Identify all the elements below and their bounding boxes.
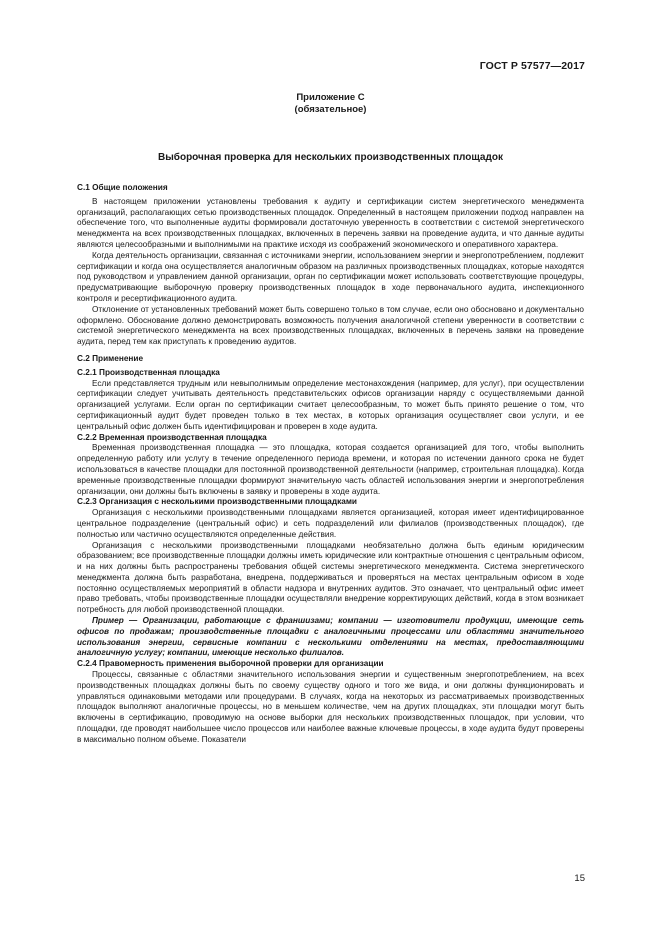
appendix-heading bbox=[0, 92, 661, 116]
paragraph: Отклонение от установленных требований может быть совершено только в том случае, если оно обосновано и документально оформлено. Обоснование должно демонстрировать возможность получения аналогичной степени уверенности в соответствии с системой энергетического менеджмента на всех производственных площадках, включенных в перечень заявки на проведение аудита, перед тем как приступать к проведению аудитов. bbox=[77, 304, 584, 347]
page-number: 15 bbox=[574, 873, 585, 884]
appendix-label: Приложение С bbox=[296, 92, 365, 103]
paragraph: Процессы, связанные с областями значительного использования энергии и существенным энергопотреблением, на всех производственных площадках должны быть по своему существу одного и того же вида, и они должны функционировать и управляться одинаковыми методами или процедурами. В случаях, когда на некоторых из рассматриваемых производственных площадок выполняют аналогичные процессы, но в меньшем количестве, чем на других площадках, эти площадки могут быть включены в сертификацию, проводимую на основе выборки для нескольких производственных площадок, при условии, что площадки, где проводят наибольшее число процессов или наиболее важные ключевые процессы, в ходе аудита будут проверены в максимально полном объеме. Показатели bbox=[77, 670, 584, 744]
paragraph: В настоящем приложении установлены требования к аудиту и сертификации систем энергетического менеджмента организаций, располагающих сетью производственных площадок. Определенный в настоящем приложении подход направлен на обеспечение того, что выполненные аудиты формировали достаточную уверенность в соответствии с системой энергетического менеджмента на всех производственных площадках, включенных в перечень заявки на проведение аудита, и что данные аудиты являются целесообразными и выполнимыми на практике исходя из соображений экономического и оперативного характера. bbox=[77, 196, 584, 249]
appendix-title: Выборочная проверка для нескольких производственных площадок bbox=[158, 152, 503, 163]
section-c24-heading: С.2.4 Правомерность применения выборочной проверки для организации bbox=[77, 659, 384, 669]
section-c21-heading: С.2.1 Производственная площадка bbox=[77, 367, 220, 377]
section-c1-heading: С.1 Общие положения bbox=[77, 183, 168, 192]
paragraph: Организация с несколькими производственными площадками необязательно должна быть единым юридическим образованием; все производственные площадки должны иметь юридические или контрактные отношения с центральным офисом, и на них должны быть распространены требования общей системы энергетического менеджмента. Система энергетического менеджмента должна быть разработана, внедрена, поддерживаться и проверяться на местах центральным офисом в ходе постоянно осуществляемых мероприятий в области надзора и внутренних аудитов. Это означает, что центральный офис имеет право требовать, чтобы производственные площадки осуществляли внедрение корректирующих действий, когда в этом возникает потребность для любой производственной площадки. bbox=[77, 540, 584, 615]
section-c23-heading: С.2.3 Организация с несколькими производственными площадками bbox=[77, 497, 357, 507]
paragraph: Временная производственная площадка — это площадка, которая создается организацией для того, чтобы выполнить определенную работу или услугу в течение определенного периода времени, и которая по истечении данного срока не будет использоваться в качестве площадки для постоянной производственной деятельности (например, строительная площадка). Когда временные производственные площадки формируют значительную часть областей использования энергии и энергопотребления организации, они должны быть включены в заявку и проверены в ходе аудита. bbox=[77, 443, 584, 496]
section-c2-heading: С.2 Применение bbox=[77, 353, 144, 363]
paragraph: Организация с несколькими производственными площадками является организацией, которая имеет идентифицированное центральное подразделение (центральный офис) и сеть подразделений или филиалов (производственных площадок), где полностью или частично осуществляются определенные действия. bbox=[77, 508, 584, 539]
standard-number: ГОСТ Р 57577—2017 bbox=[479, 60, 585, 72]
example-note: Пример — Организации, работающие с франшизами; компании — изготовители продукции, имеющие сеть офисов по продажам; производственные площадки с аналогичными процессами или областями значительного использования энергии, сервисные компании с несколькими отделениями на местах, предоставляющими аналогичную услугу; компании, имеющие несколько филиалов. bbox=[77, 616, 584, 658]
appendix-status: (обязательное) bbox=[294, 104, 367, 115]
paragraph: Если представляется трудным или невыполнимым определение местонахождения (например, для услуг), при осуществлении сертификации следует учитывать деятельность представительских офисов организации наряду с осуществляемыми данной организацией услугами. Если орган по сертификации считает целесообразным, то может быть принято решение о том, что сертификационный аудит будет проведен только в тех местах, в которых организация осуществляет свои услуги, и ее центральный офис должен быть идентифицирован и проверен в ходе аудита. bbox=[77, 378, 584, 431]
paragraph: Когда деятельность организации, связанная с источниками энергии, использованием энергии и энергопотреблением, подлежит сертификации и когда она осуществляется аналогичным образом на различных производственных площадках, которые находятся под руководством и управлением данной организации, орган по сертификации может использовать соответствующие процедуры, предусматривающие выборочную проверку производственных площадок в ходе первоначального аудита, инспекционного контроля и ресертификационного аудита. bbox=[77, 250, 584, 303]
body-text bbox=[77, 183, 584, 746]
section-c22-heading: С.2.2 Временная производственная площадка bbox=[77, 432, 267, 442]
